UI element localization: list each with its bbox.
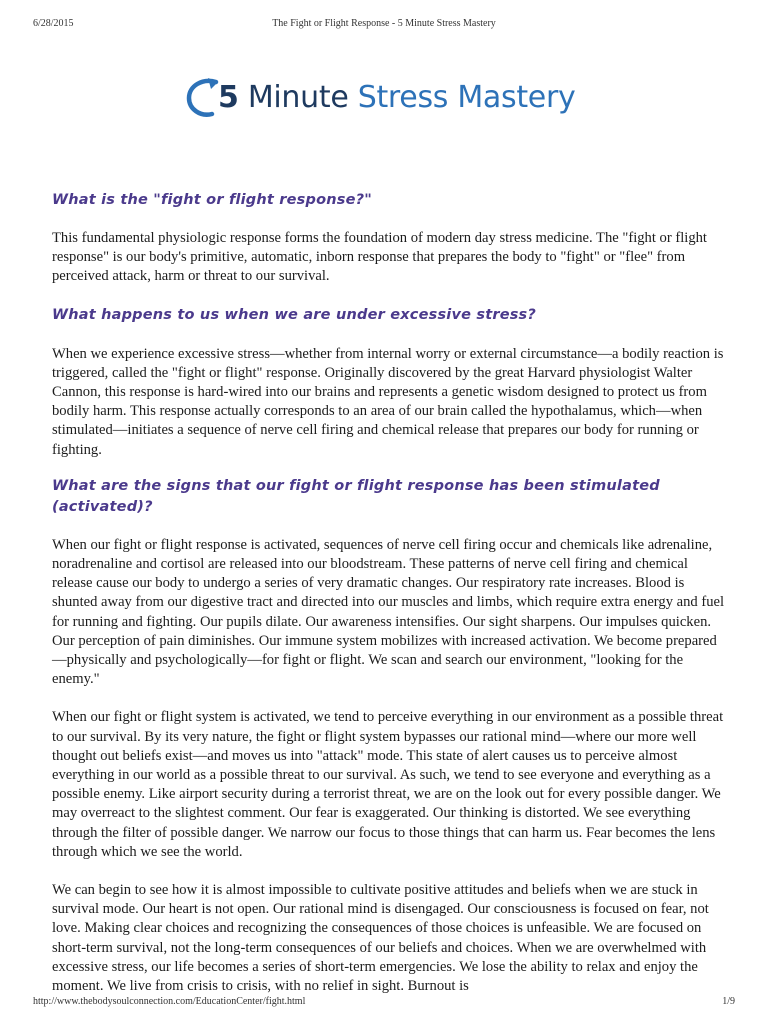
logo-text — [218, 80, 575, 115]
section-heading: What happens to us when we are under excessive stress? — [52, 306, 537, 323]
site-logo[interactable] — [186, 74, 586, 134]
page-number: 1/9 — [722, 996, 735, 1007]
page-url: http://www.thebodysoulconnection.com/EducationCenter/fight.html — [33, 996, 306, 1007]
print-date: 6/28/2015 — [33, 18, 74, 29]
print-footer — [33, 996, 735, 1010]
section-paragraph: When we experience excessive stress—whether from internal worry or external circumstance—a bodily reaction is triggered, called the "fight or flight" response. Originally discovered by the great Harvard physiologist Walter Cannon, this response is hard-wired into our brains and represents a genetic wisdom designed to protect us from bodily harm. This response actually corresponds to an area of our brain called the hypothalamus, which—when stimulated—initiates a sequence of nerve cell firing and chemical release that prepares our body for running or fighting. — [52, 345, 724, 458]
logo-swoosh-icon — [186, 76, 220, 120]
section-heading: What are the signs that our fight or flight response has been stimulated (activated)? — [52, 477, 660, 515]
section-paragraph: When our fight or flight response is activated, sequences of nerve cell firing occur and chemicals like adrenaline, noradrenaline and cortisol are released into our bloodstream. These patterns of nerve cell firing and chemical release cause our body to undergo a series of very dramatic changes. Our respiratory rate increases. Blood is shunted away from our digestive tract and directed into our muscles and limbs, which require extra energy and fuel for running and fighting. Our pupils dilate. Our awareness intensifies. Our sight sharpens. Our impulses quicken. Our perception of pain diminishes. Our immune system mobilizes with increased activation. We become prepared—physically and psychologically—for fight or flight. We scan and search our environment, "looking for the enemy." — [52, 536, 725, 688]
section-paragraph: When our fight or flight system is activated, we tend to perceive everything in our environment as a possible threat to our survival. By its very nature, the fight or flight system bypasses our rational mind—where our more well thought out beliefs exist—and moves us into "attack" mode. This state of alert causes us to perceive almost everything in our world as a possible threat to our survival. As such, we tend to see everyone and everything as a possible enemy. Like airport security during a terrorist threat, we are on the look out for every possible danger. We may overreact to the slightest comment. Our fear is exaggerated. Our thinking is distorted. We see everything through the filter of possible danger. We narrow our focus to those things that can harm us. Fear becomes the lens through which we see the world. — [52, 709, 724, 860]
logo-stress-mastery: Stress Mastery — [357, 80, 576, 115]
section-paragraph: We can begin to see how it is almost impossible to cultivate positive attitudes and beliefs when we are stuck in survival mode. Our heart is not open. Our rational mind is disengaged. Our consciousness is focused on fear, not love. Making clear choices and recognizing the consequences of those choices is unfeasible. We are focused on short-term survival, not the long-term consequences of our beliefs and choices. When we are overwhelmed with excessive stress, our life becomes a series of short-term emergencies. We lose the ability to relax and enjoy the moment. We live from crisis to crisis, with no relief in sight. Burnout is — [52, 882, 709, 995]
logo-five: 5 — [218, 80, 239, 115]
section-heading: What is the "fight or flight response?" — [52, 192, 372, 208]
section-paragraph: This fundamental physiologic response forms the foundation of modern day stress medicine. The "fight or flight response" is our body's primitive, automatic, inborn response that prepares the body to "fight" or "flee" from perceived attack, harm or threat to our survival. — [52, 230, 707, 285]
print-header — [33, 18, 735, 32]
print-page-title: The Fight or Flight Response - 5 Minute Stress Mastery — [272, 18, 496, 29]
article-content — [52, 190, 728, 996]
logo-minute: Minute — [238, 80, 358, 115]
